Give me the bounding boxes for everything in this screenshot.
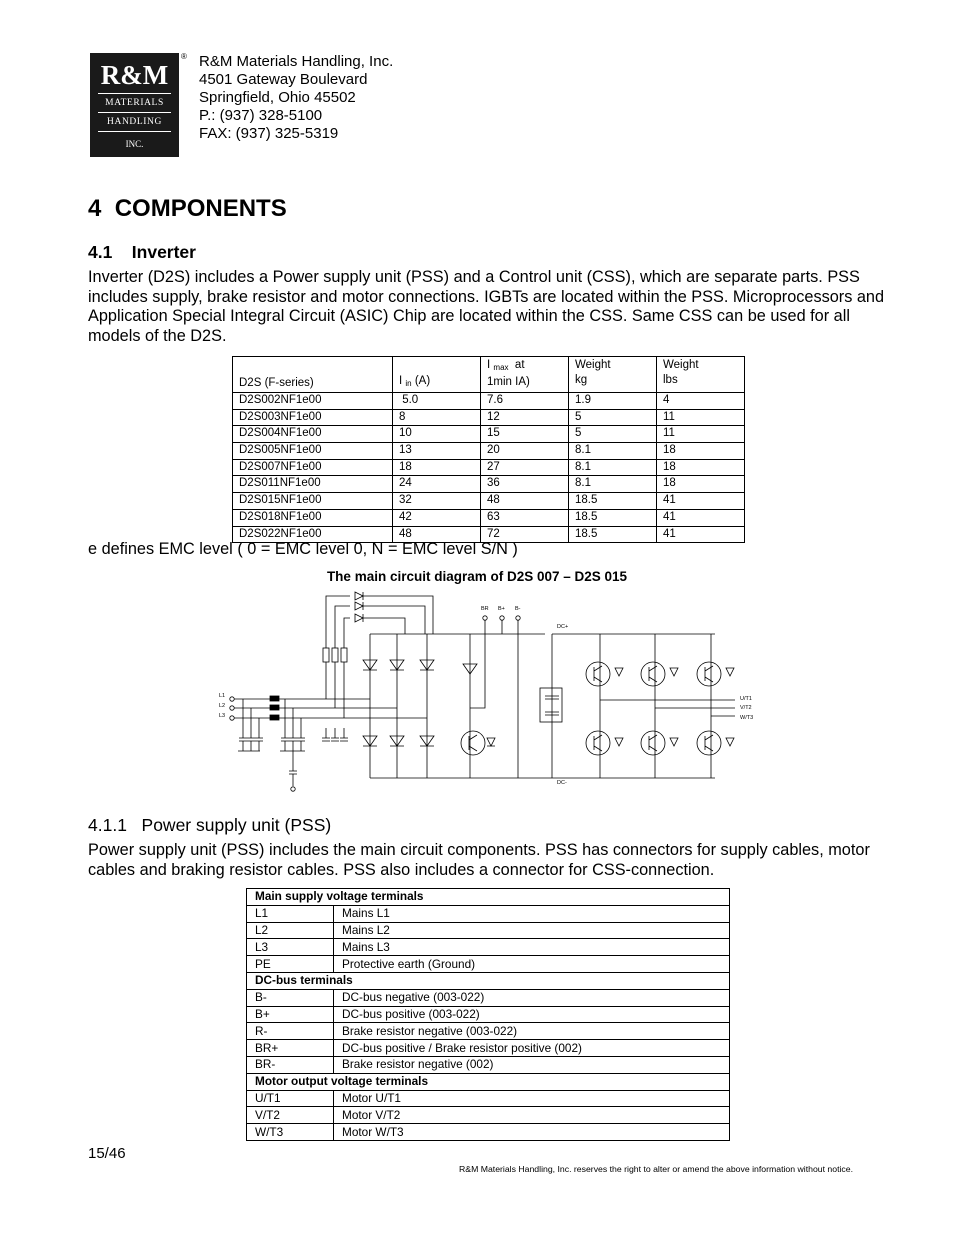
table-row	[233, 476, 745, 493]
cell-current-max: 36	[481, 476, 569, 493]
footer-disclaimer: R&M Materials Handling, Inc. reserves the right to alter or amend the above information without notice.	[459, 1164, 854, 1174]
cell-weight-kg: 1.9	[569, 393, 657, 410]
label-w: W/T3	[740, 715, 754, 721]
cell-weight-lbs: 41	[657, 526, 745, 543]
cell-terminal: W/T3	[247, 1124, 334, 1141]
table-row	[247, 922, 730, 939]
cell-current-in: 48	[393, 526, 481, 543]
registered-mark: ®	[181, 52, 187, 61]
cell-terminal: L2	[247, 922, 334, 939]
cell-terminal: R-	[247, 1023, 334, 1040]
table-row	[247, 1056, 730, 1073]
cell-weight-kg: 8.1	[569, 459, 657, 476]
label-l2: L2	[219, 703, 226, 709]
section-header-row	[247, 889, 730, 906]
label-l1: L1	[219, 693, 226, 699]
cell-description: DC-bus positive (003-022)	[334, 1006, 730, 1023]
terminal-l3	[230, 716, 234, 720]
table-row	[247, 1006, 730, 1023]
cell-current-in: 8	[393, 409, 481, 426]
cell-weight-kg: 18.5	[569, 526, 657, 543]
logo-line-handling: HANDLING	[107, 117, 162, 127]
cell-weight-kg: 8.1	[569, 476, 657, 493]
table-row	[233, 459, 745, 476]
cell-weight-kg: 5	[569, 426, 657, 443]
cell-current-in: 13	[393, 443, 481, 460]
cell-description: Mains L3	[334, 939, 730, 956]
table-row	[233, 409, 745, 426]
logo-divider	[98, 131, 171, 132]
circuit-diagram	[215, 588, 760, 803]
cell-weight-lbs: 18	[657, 459, 745, 476]
label-l3: L3	[219, 713, 226, 719]
section-title: Motor output voltage terminals	[247, 1073, 730, 1090]
cell-description: Brake resistor negative (003-022)	[334, 1023, 730, 1040]
label-br: BR	[481, 606, 489, 612]
cell-weight-lbs: 41	[657, 493, 745, 510]
circuit-wiring	[230, 592, 735, 791]
header-weight-lbs: Weight lbs	[657, 357, 745, 393]
circuit-labels	[219, 606, 753, 786]
cell-weight-kg: 18.5	[569, 493, 657, 510]
cell-description: Protective earth (Ground)	[334, 956, 730, 973]
cell-weight-lbs: 11	[657, 409, 745, 426]
cell-description: DC-bus positive / Brake resistor positive (002)	[334, 1040, 730, 1057]
page-number: 15/46	[88, 1145, 126, 1162]
address-fax: FAX: (937) 325-5319	[199, 125, 339, 142]
header-model: D2S (F-series)	[233, 357, 393, 393]
label-u: U/T1	[740, 696, 752, 702]
cell-weight-lbs: 41	[657, 509, 745, 526]
logo-line-materials: MATERIALS	[105, 98, 164, 108]
table-row	[247, 956, 730, 973]
header-weight-kg: Weight kg	[569, 357, 657, 393]
cell-description: DC-bus negative (003-022)	[334, 989, 730, 1006]
cell-current-in: 18	[393, 459, 481, 476]
cell-current-in: 10	[393, 426, 481, 443]
section-header-row	[247, 972, 730, 989]
section-title: Main supply voltage terminals	[247, 889, 730, 906]
emc-note: e defines EMC level ( 0 = EMC level 0, N = EMC level S/N )	[88, 540, 518, 558]
subsubsection-title: Power supply unit (PSS)	[141, 815, 332, 835]
cell-weight-lbs: 18	[657, 476, 745, 493]
subsection-heading	[88, 242, 196, 263]
subsection-title: Inverter	[131, 242, 196, 262]
section-title: COMPONENTS	[114, 195, 287, 222]
section-heading	[88, 195, 287, 223]
terminal-l1	[230, 697, 234, 701]
label-b-plus: B+	[498, 606, 505, 612]
cell-weight-kg: 18.5	[569, 509, 657, 526]
cell-description: Brake resistor negative (002)	[334, 1056, 730, 1073]
company-logo	[90, 53, 179, 157]
label-dc-plus: DC+	[557, 624, 569, 630]
subsubsection-heading	[88, 815, 331, 836]
cell-current-max: 48	[481, 493, 569, 510]
cell-current-max: 15	[481, 426, 569, 443]
model-table	[232, 356, 745, 543]
table-row	[247, 1023, 730, 1040]
cell-terminal: BR+	[247, 1040, 334, 1057]
section-header-row	[247, 1073, 730, 1090]
cell-description: Motor U/T1	[334, 1090, 730, 1107]
cell-current-max: 63	[481, 509, 569, 526]
logo-divider	[98, 112, 171, 113]
cell-current-max: 7.6	[481, 393, 569, 410]
cell-model: D2S007NF1e00	[233, 459, 393, 476]
cell-current-in: 42	[393, 509, 481, 526]
address-city: Springfield, Ohio 45502	[199, 89, 356, 106]
subsubsection-number: 4.1.1	[88, 815, 127, 835]
table-row	[247, 1040, 730, 1057]
table-row	[233, 509, 745, 526]
cell-model: D2S005NF1e00	[233, 443, 393, 460]
cell-description: Motor W/T3	[334, 1124, 730, 1141]
table-row	[233, 426, 745, 443]
cell-current-in: 24	[393, 476, 481, 493]
header-current-max: I $_{max}$ at 1min IA)	[481, 357, 569, 393]
label-v: V/T2	[740, 705, 752, 711]
cell-description: Mains L2	[334, 922, 730, 939]
address-phone: P.: (937) 328-5100	[199, 107, 323, 124]
cell-terminal: PE	[247, 956, 334, 973]
cell-model: D2S011NF1e00	[233, 476, 393, 493]
logo-monogram: R&M	[100, 60, 169, 90]
cell-model: D2S003NF1e00	[233, 409, 393, 426]
cell-current-max: 72	[481, 526, 569, 543]
company-name: R&M Materials Handling, Inc.	[199, 53, 394, 70]
cell-terminal: B-	[247, 989, 334, 1006]
cell-model: D2S004NF1e00	[233, 426, 393, 443]
section-title: DC-bus terminals	[247, 972, 730, 989]
terminal-table	[246, 888, 730, 1141]
diagram-title: The main circuit diagram of D2S 007 – D2S 015	[326, 569, 628, 584]
logo-divider	[98, 93, 171, 94]
table-row	[247, 1124, 730, 1141]
table-row	[247, 939, 730, 956]
cell-terminal: L3	[247, 939, 334, 956]
cell-description: Mains L1	[334, 905, 730, 922]
cell-weight-lbs: 4	[657, 393, 745, 410]
table-row	[247, 905, 730, 922]
table-row	[233, 393, 745, 410]
cell-weight-lbs: 18	[657, 443, 745, 460]
table-row	[233, 443, 745, 460]
table-row	[247, 1090, 730, 1107]
cell-model: D2S022NF1e00	[233, 526, 393, 543]
table-row	[233, 493, 745, 510]
cell-terminal: U/T1	[247, 1090, 334, 1107]
cell-model: D2S015NF1e00	[233, 493, 393, 510]
cell-model: D2S018NF1e00	[233, 509, 393, 526]
cell-weight-lbs: 11	[657, 426, 745, 443]
terminal-l2	[230, 706, 234, 710]
cell-weight-kg: 8.1	[569, 443, 657, 460]
cell-weight-kg: 5	[569, 409, 657, 426]
label-b-minus: B-	[515, 606, 521, 612]
cell-current-max: 27	[481, 459, 569, 476]
table-row	[247, 1107, 730, 1124]
cell-model: D2S002NF1e00	[233, 393, 393, 410]
cell-terminal: BR-	[247, 1056, 334, 1073]
company-address	[199, 53, 393, 143]
cell-current-max: 12	[481, 409, 569, 426]
header-current-in: I $_{in}$ (A)	[393, 357, 481, 393]
table-row	[247, 989, 730, 1006]
cell-terminal: L1	[247, 905, 334, 922]
intro-paragraph: Inverter (D2S) includes a Power supply unit (PSS) and a Control unit (CSS), which are separate parts. PSS includes supply, brake resistor and motor connections. IGBTs are located within the PSS. Microprocessors and Application Special Integral Circuit (ASIC) Chip are located within the CSS. Same CSS can be used for all models of the D2S.	[88, 268, 885, 345]
section-number: 4	[88, 195, 102, 222]
subsection-number: 4.1	[88, 242, 113, 262]
cell-terminal: V/T2	[247, 1107, 334, 1124]
address-street: 4501 Gateway Boulevard	[199, 71, 368, 88]
cell-description: Motor V/T2	[334, 1107, 730, 1124]
logo-line-inc: INC.	[125, 139, 144, 149]
table-header-row	[233, 357, 745, 393]
pss-paragraph: Power supply unit (PSS) includes the main circuit components. PSS has connectors for supply cables, motor cables and braking resistor cables. PSS also includes a connector for CSS-connection.	[88, 841, 870, 879]
cell-current-in: 32	[393, 493, 481, 510]
cell-current-in: 5.0	[393, 393, 481, 410]
cell-terminal: B+	[247, 1006, 334, 1023]
label-dc-minus: DC-	[557, 780, 567, 786]
cell-current-max: 20	[481, 443, 569, 460]
